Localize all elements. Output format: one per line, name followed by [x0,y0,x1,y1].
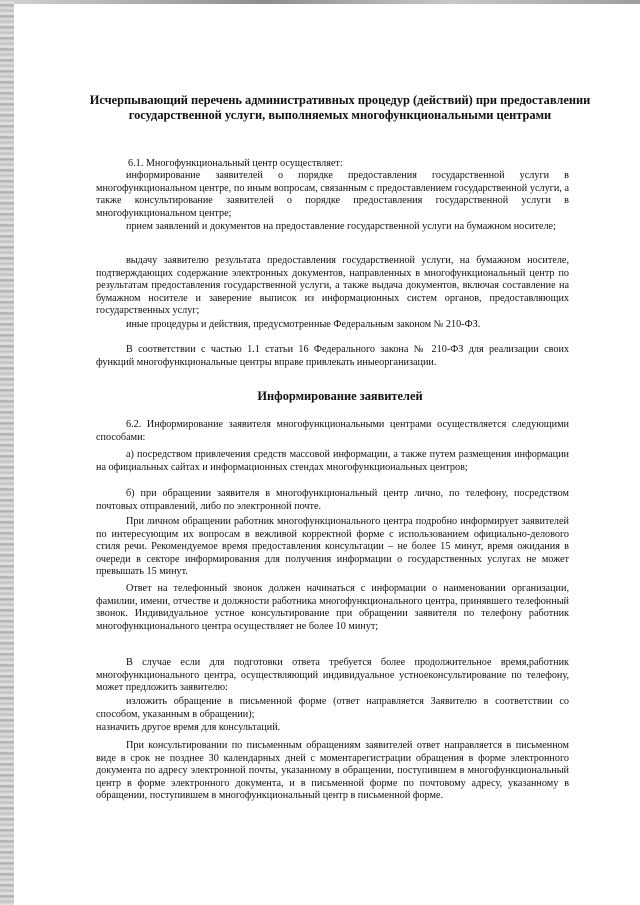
paragraph-reschedule: назначить другое время для консультаций. [96,722,281,733]
paragraph-written-consulting: При консультировании по письменным обращениям заявителей ответ направляется в письменном виде в срок не позднее 30 календарных дней с моментарегистрации обращения в форме электронного документа по адресу электронной почты, указанному в обращении, поступившем в многофункциональный центр в форме электронного документа, и в письменной форме по почтовому адресу, указанному в обращении, поступившем в многофункциональный центр в письменной форме. [96,740,569,801]
paragraph-item-b: б) при обращении заявителя в многофункциональный центр лично, по телефону, посредством почтовых отправлений, либо по электронной почте. [96,488,569,512]
paragraph-6-1-intro: 6.1. Многофункциональный центр осуществляет: [128,158,343,169]
paragraph-item-a: а) посредством привлечения средств массовой информации, а также путем размещения информации на официальных сайтах и информационных стендах многофункциональных центров; [96,449,569,473]
paragraph-other-procedures: иные процедуры и действия, предусмотренные Федеральным законом № 210-ФЗ. [126,319,481,330]
paragraph-longer-time: В случае если для подготовки ответа требуется более продолжительное время,работник многофункционального центра, осуществляющий индивидуальное устноеконсультирование по телефону, может предложить заявителю: [96,657,569,693]
paragraph-issuance: выдачу заявителю результата предоставления государственной услуги, на бумажном носителе, подтверждающих содержание электронных документов, направленных в многофункциональный центр по результатам предоставления государственной услуги, а также выдача документов, включая составление на бумажном носителе и заверение выписок из информационных систем органов, предоставляющих государственных услуг; [96,255,569,316]
paragraph-informing: информирование заявителей о порядке предоставления государственной услуги в многофункциональном центре, по иным вопросам, связанным с предоставлением государственной услуги, а также консультирование заявителей о порядке предоставления государственной услуги в многофункциональном центре; [96,170,569,219]
scan-left-edge [0,0,14,905]
scan-top-edge [14,0,640,4]
paragraph-written-request: изложить обращение в письменной форме (ответ направляется Заявителю в соответствии со способом, указанным в обращении); [96,696,569,720]
paragraph-law-reference: В соответствии с частью 1.1 статьи 16 Федерального закона № 210-ФЗ для реализации своих функций многофункциональные центры вправе привлекать иныеорганизации. [96,344,569,368]
paragraph-personal-visit: При личном обращении работник многофункционального центра подробно информирует заявителей по интересующим их вопросам в вежливой корректной форме с использованием официально-делового стиля речи. Рекомендуемое время предоставления консультации – не более 15 минут, время ожидания в очереди в секторе информирования для получения информации о государственных услугах не может превышать 15 минут. [96,516,569,577]
document-title: Исчерпывающий перечень административных процедур (действий) при предоставлении государственной услуги, выполняемых многофункциональными центрами [89,93,591,122]
section-heading: Информирование заявителей [257,389,423,403]
paragraph-reception: прием заявлений и документов на предоставление государственной услуги на бумажном носителе; [126,221,556,232]
paragraph-6-2: 6.2. Информирование заявителя многофункциональными центрами осуществляется следующими способами: [96,419,569,443]
paragraph-phone-call: Ответ на телефонный звонок должен начинаться с информации о наименовании организации, фамилии, имени, отчестве и должности работника многофункционального центра, принявшего телефонный звонок. Индивидуальное устное консультирование при обращении заявителя по телефону работник многофункционального центра осуществляет не более 10 минут; [96,583,569,632]
